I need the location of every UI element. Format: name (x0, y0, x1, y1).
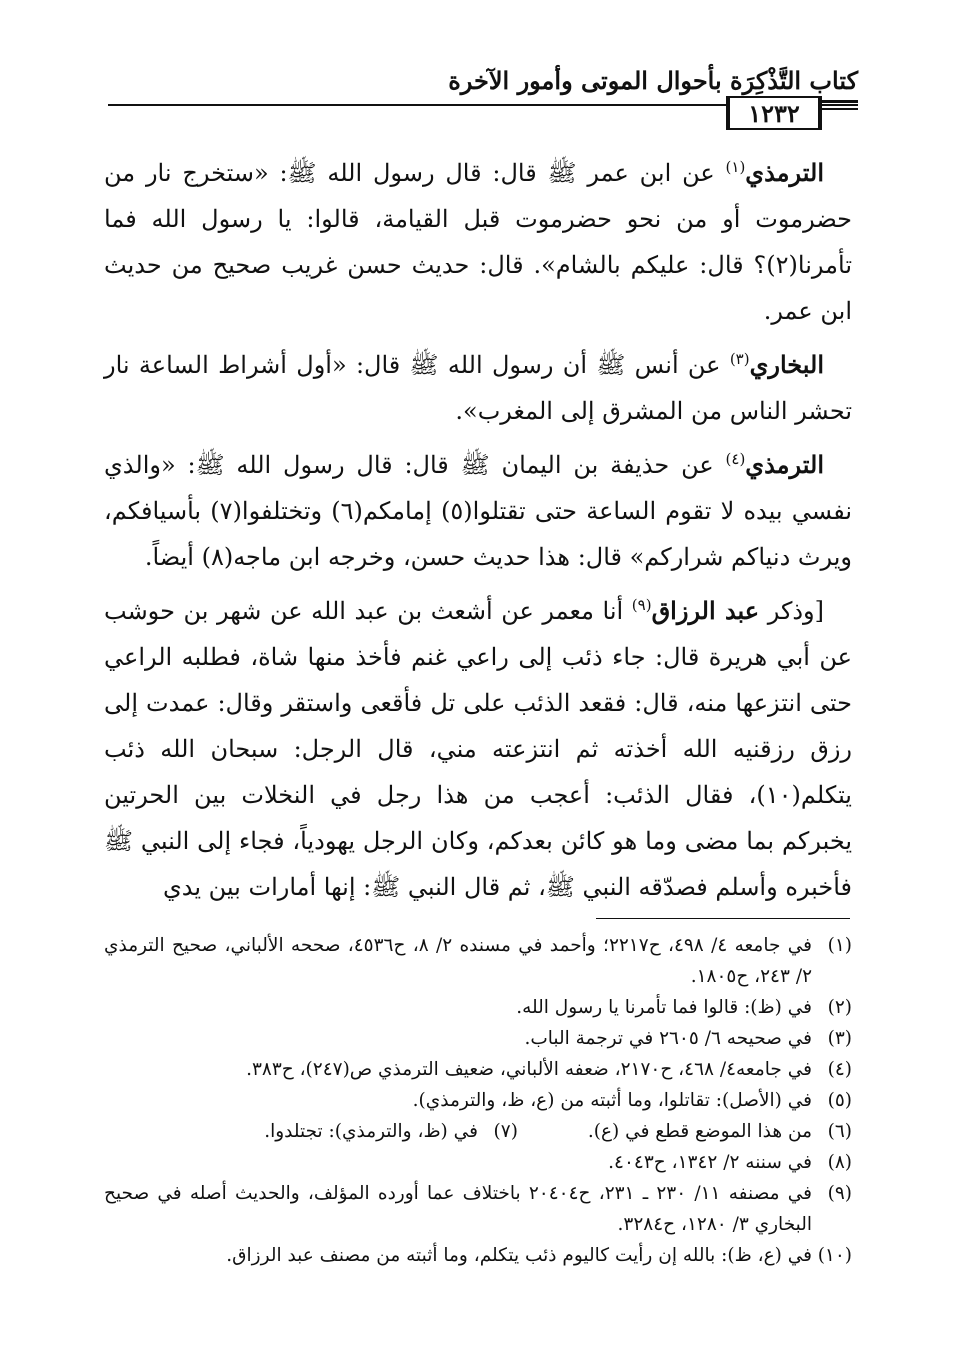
paragraph-lead: عبد الرزاق (651, 596, 760, 625)
main-text (104, 150, 852, 918)
footnote-number: (٧) (493, 1121, 518, 1142)
paragraph-lead: الترمذي (745, 450, 824, 479)
footnote-ref: (١) (725, 158, 746, 176)
paragraph-text: عن حذيفة بن اليمان ﷺ قال: قال رسول الله ﷺ: «والذي نفسي بيده لا تقوم الساعة حتى تقتلوا(٥) إمامكم(٦) وتختلفوا(٧) بأسيافكم، ويرث دنياكم شراركم» قال: هذا حديث حسن، وخرجه ابن ماجه(٨) أيضاً. (104, 451, 853, 571)
paragraph-prefix: [وذكر (759, 597, 825, 625)
footnotes (104, 930, 852, 1271)
paragraph (104, 342, 852, 434)
footnote-text: من هذا الموضع قطع في (ع). (587, 1121, 812, 1142)
footnote-text: في جامعه ٤/ ٤٩٨، ح٢٢١٧؛ وأحمد في مسنده ٢/ ٨، ح٤٥٣٦، صححه الألباني، صحيح الترمذي ٢/ ٢٤٣، ح١٨٠٥. (104, 935, 812, 987)
footnote-number: (٦) (827, 1121, 852, 1142)
footnote (104, 1116, 852, 1147)
footnote-text: في جامعه٤/ ٤٦٨، ح٢١٧٠، ضعفه الألباني، ضعيف الترمذي ص(٢٤٧)، ح٣٨٣. (246, 1059, 812, 1080)
footnote (104, 1240, 852, 1271)
paragraph-text: عن أنس ﷺ أن رسول الله ﷺ قال: «أول أشراط الساعة نار تحشر الناس من المشرق إلى المغرب». (104, 351, 852, 425)
footnote-text: في سننه ٢/ ١٣٤٢، ح٤٠٤٣. (608, 1152, 812, 1173)
footnote-number: (٨) (827, 1152, 852, 1173)
footnote (104, 930, 852, 992)
footnote (104, 1023, 852, 1054)
paragraph (104, 150, 852, 334)
footnote-text: في (ظ): قالوا فما تأمرنا يا رسول الله. (516, 997, 812, 1018)
footnote (104, 1085, 852, 1116)
footnote-number: (٥) (827, 1090, 852, 1111)
footnote-number: (٢) (827, 997, 852, 1018)
page-number: ١٢٣٢ (726, 96, 822, 130)
header-rule-left-thin (822, 108, 858, 110)
footnote-number: (٣) (827, 1028, 852, 1049)
footnote-separator (596, 918, 850, 919)
paragraph (104, 442, 852, 580)
footnote-number: (١) (827, 935, 852, 956)
footnote-ref: (٤) (725, 450, 746, 468)
footnote-number: (٩) (827, 1183, 852, 1204)
header-rule-left-thick (822, 100, 858, 103)
footnote-ref: (٣) (729, 350, 750, 368)
footnote (104, 1178, 852, 1240)
paragraph (104, 588, 852, 910)
running-header-title: كتاب التَّذْكِرَة بأحوال الموتى وأمور الآخرة (448, 66, 858, 95)
footnote (104, 992, 852, 1023)
footnote-ref: (٩) (631, 596, 652, 614)
footnote-text: في (الأصل): تقاتلوا، وما أثبته من (ع، ظ، والترمذي). (412, 1090, 812, 1111)
footnote (104, 1147, 852, 1178)
paragraph-text: أنا معمر عن أشعث بن عبد الله عن شهر بن حوشب عن أبي هريرة قال: جاء ذئب إلى راعي غنم فأخذ منها شاة، فطلبه الراعي حتى انتزعها منه، قال: فقعد الذئب على تل فأقعى واستقر وقال: عمدت إلى رزق رزقنيه الله أخذته ثم انتزعته مني، قال الرجل: سبحان الله ذئب يتكلم(١٠)، فقال الذئب: أعجب من هذا رجل في النخلات بين الحرتين يخبركم بما مضى وما هو كائن بعدكم، وكان الرجل يهودياً، فجاء إلى النبي ﷺ فأخبره وأسلم فصدّقه النبي ﷺ، ثم قال النبي ﷺ: إنها أمارات بين يدي (104, 597, 853, 901)
footnote-number: (٤) (827, 1059, 852, 1080)
paragraph-lead: البخاري (749, 350, 824, 379)
paragraph-text: عن ابن عمر ﷺ قال: قال رسول الله ﷺ: «ستخرج نار من حضرموت أو من نحو حضرموت قبل القيامة، قالوا: يا رسول الله فما تأمرنا(٢)؟ قال: عليكم بالشام». قال: حديث حسن غريب صحيح من حديث ابن عمر. (104, 159, 852, 325)
footnote-number: (١٠) (817, 1245, 852, 1266)
footnote-text: في صحيحه ٦/ ٢٦٠٥ في ترجمة الباب. (524, 1028, 812, 1049)
footnote-text: في (ع، ظ): بالله إن رأيت كاليوم ذئب يتكلم، وما أثبته من مصنف عبد الرزاق. (226, 1245, 812, 1266)
footnote (104, 1054, 852, 1085)
footnote-text: في مصنفه ١١/ ٢٣٠ ـ ٢٣١، ح٢٠٤٠٤ باختلاف عما أورده المؤلف، والحديث أصله في صحيح البخاري ٣/ ١٢٨٠، ح٣٢٨٤. (104, 1183, 813, 1235)
paragraph-lead: الترمذي (745, 158, 824, 187)
footnote-text: في (ظ، والترمذي): تجتلدوا. (264, 1121, 478, 1142)
